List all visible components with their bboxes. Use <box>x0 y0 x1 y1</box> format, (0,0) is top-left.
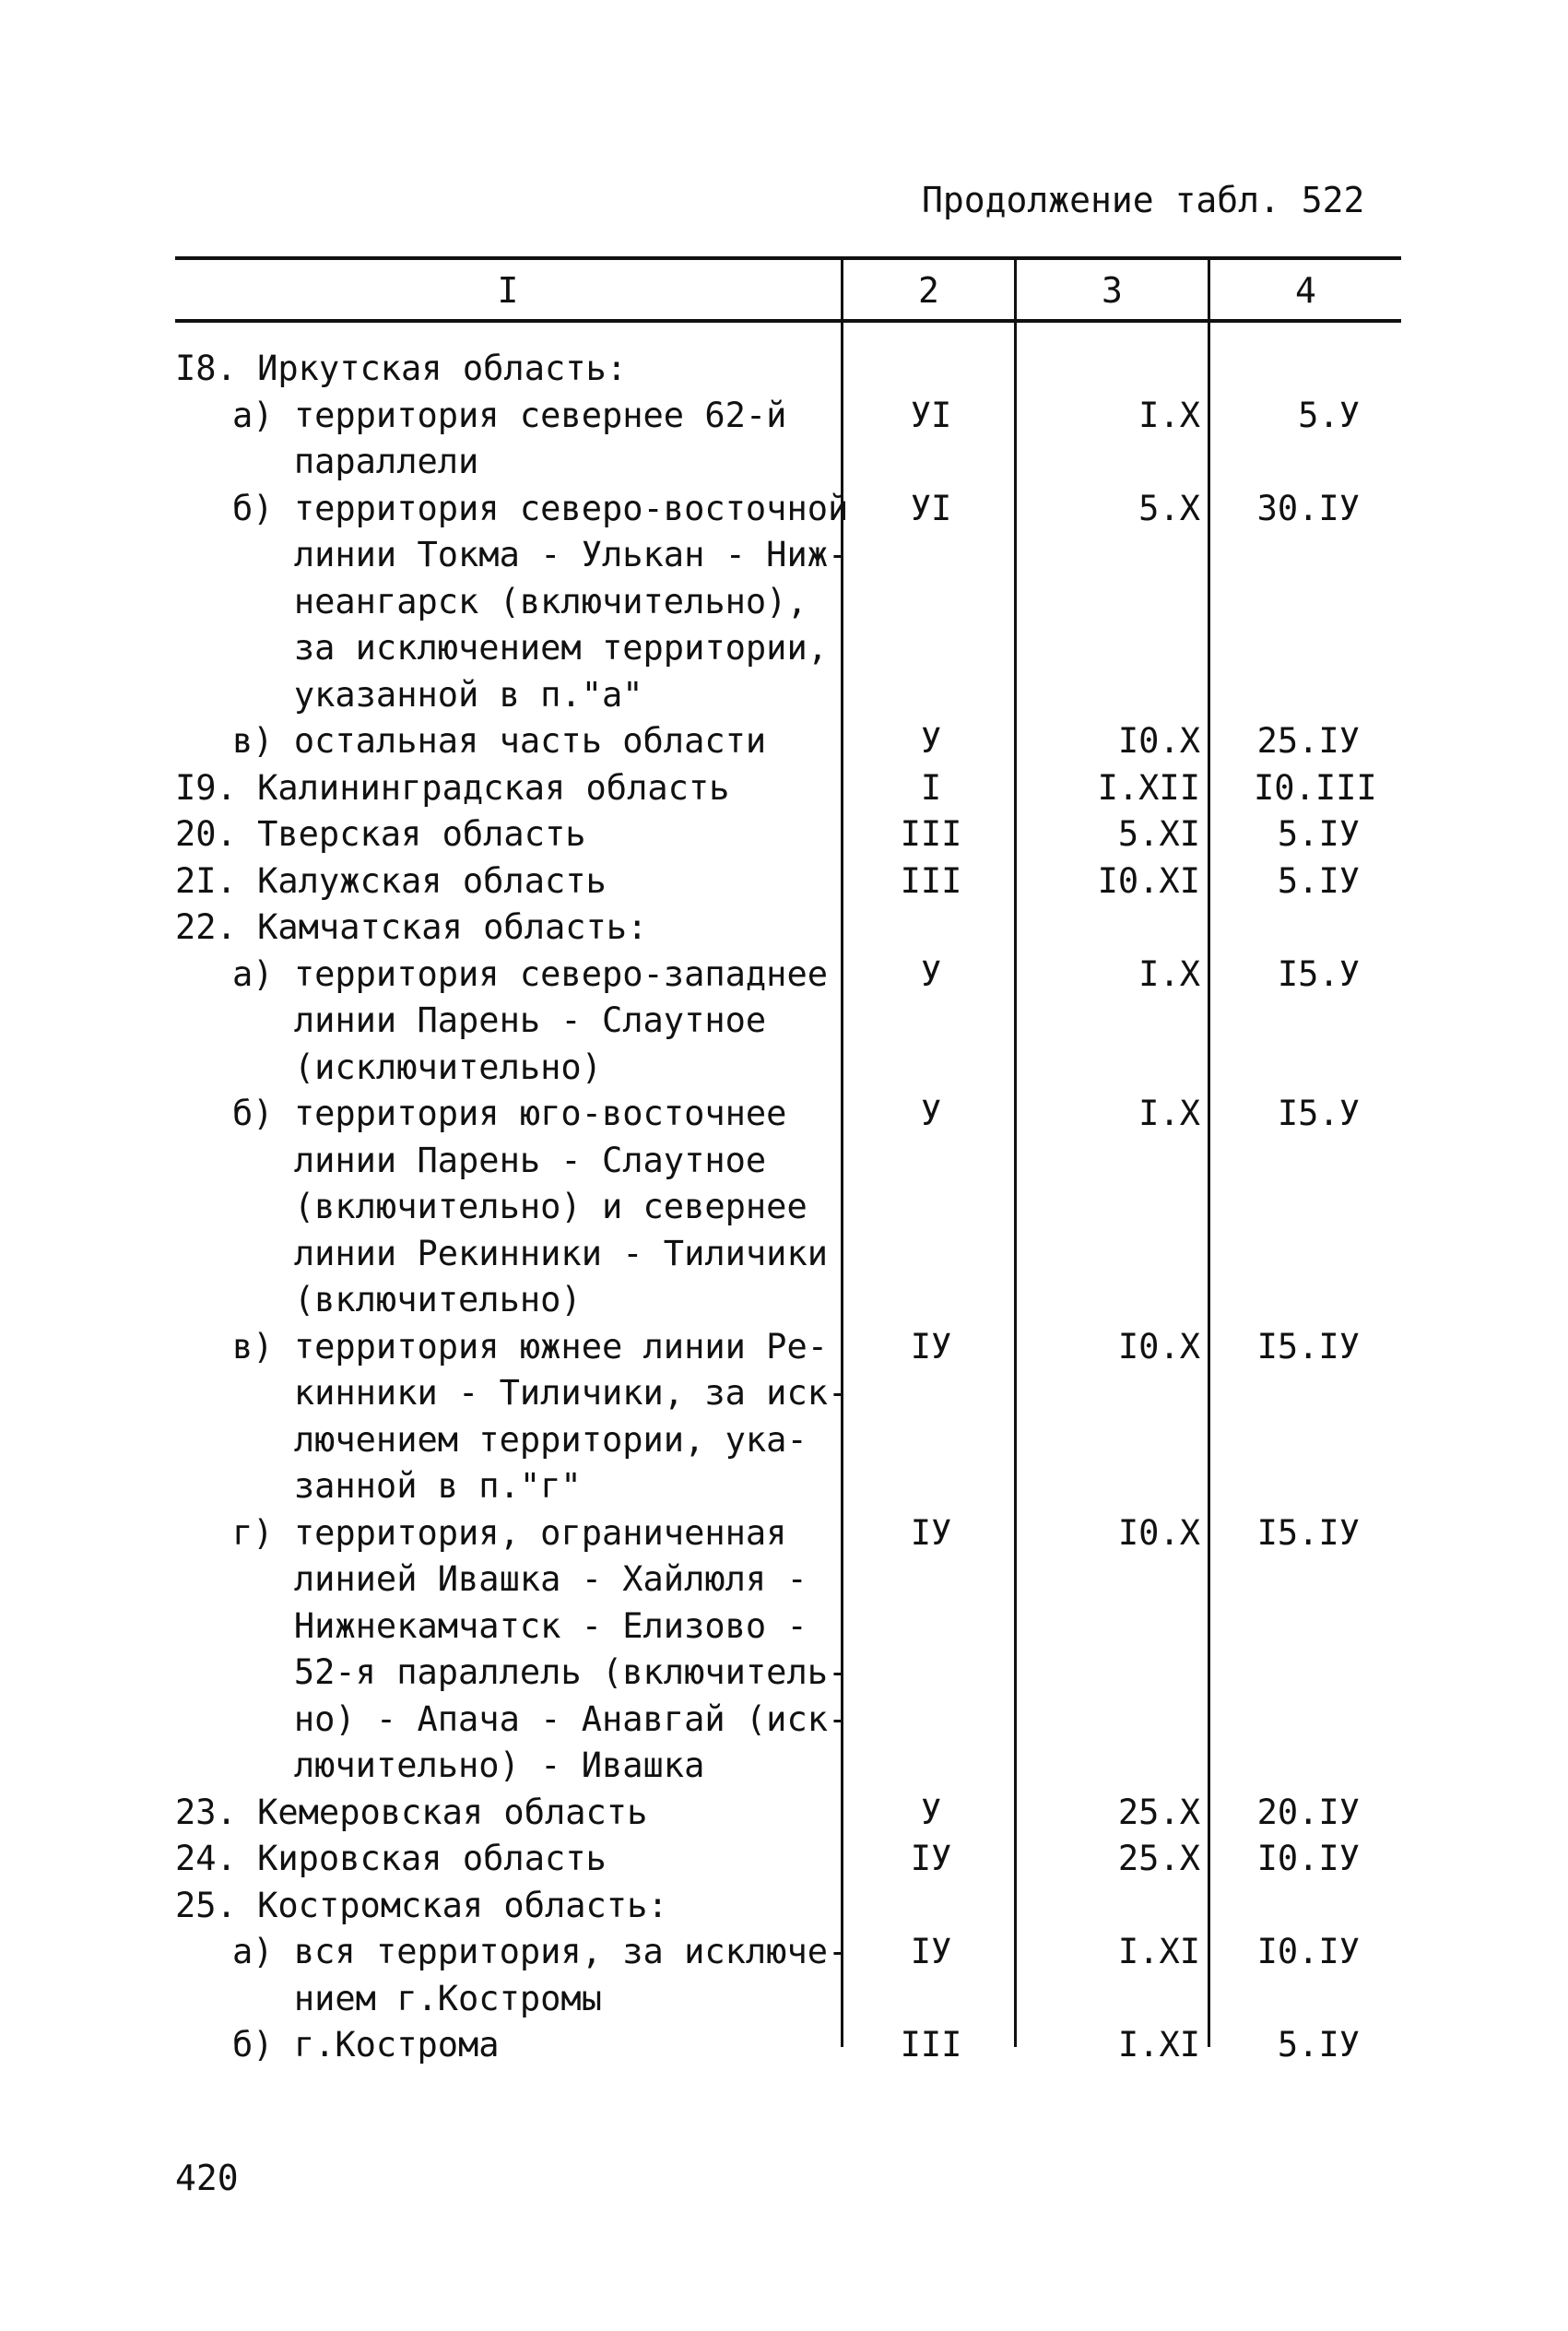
table-top-rule <box>175 256 1401 260</box>
value-cell-c4: I0.III <box>1254 767 1377 808</box>
table-row <box>0 811 1568 858</box>
region-name-line: кинники - Тиличики, за иск- <box>232 1373 849 1413</box>
region-name-line: нием г.Костромы <box>232 1978 602 2018</box>
region-name-line: за исключением территории, <box>232 628 829 668</box>
table-row <box>0 1091 1568 1324</box>
region-name-line: параллели <box>232 442 479 481</box>
value-cell-c2: IУ <box>910 1932 952 1971</box>
region-name-cell <box>0 811 839 858</box>
region-name-line: в) территория южнее линии Ре- <box>232 1326 829 1367</box>
region-name-line: а) территория северо-западнее <box>232 953 829 994</box>
value-cell-c2: III <box>900 860 962 901</box>
value-cell-c4: 20.IУ <box>1256 1792 1360 1832</box>
value-cell-c3: 25.X <box>1117 1792 1200 1832</box>
region-name-line: Нижнекамчатск - Елизово - <box>232 1605 808 1646</box>
region-name-line: 24. Кировская область <box>175 1839 607 1878</box>
region-name-cell <box>0 858 839 905</box>
table-body <box>0 346 1568 2069</box>
region-name-line: I9. Калининградская область <box>175 767 730 808</box>
value-cell-c2: УI <box>910 488 952 528</box>
table-header-row <box>0 263 1568 318</box>
region-name-line: 52-я параллель (включитель- <box>232 1652 849 1692</box>
region-name-cell <box>0 346 839 393</box>
value-cell-c4: 25.IУ <box>1256 721 1360 761</box>
value-cell-c4: I5.У <box>1277 953 1360 994</box>
table-row <box>0 718 1568 765</box>
value-cell-c3: I0.X <box>1117 721 1200 761</box>
region-name-cell <box>0 765 839 812</box>
header-col-1: I <box>497 270 519 311</box>
region-name-cell <box>0 1510 849 1790</box>
table-caption: Продолжение табл. 522 <box>922 180 1365 220</box>
region-name-line: а) территория севернее 62-й <box>232 395 787 435</box>
value-cell-c3: I0.X <box>1117 1326 1200 1367</box>
region-name-cell <box>0 1790 839 1837</box>
region-name-line: 23. Кемеровская область <box>175 1792 648 1832</box>
region-name-line: 22. Камчатская область: <box>175 907 648 947</box>
value-cell-c2: IУ <box>910 1839 952 1878</box>
table-row <box>0 1510 1568 1790</box>
value-cell-c4: I5.У <box>1277 1094 1360 1133</box>
value-cell-c4: I5.IУ <box>1256 1512 1360 1553</box>
region-name-line: указанной в п."а" <box>232 674 643 715</box>
region-name-cell <box>0 952 839 1092</box>
value-cell-c3: 25.X <box>1117 1839 1200 1878</box>
region-name-line: 2I. Калужская область <box>175 860 607 901</box>
value-cell-c3: I.X <box>1138 1094 1200 1133</box>
value-cell-c4: 5.IУ <box>1277 860 1360 901</box>
value-cell-c3: I.X <box>1138 395 1200 435</box>
value-cell-c2: У <box>920 1094 942 1133</box>
region-name-line: а) вся территория, за исключе- <box>232 1932 849 1971</box>
value-cell-c4: 5.IУ <box>1277 2025 1360 2065</box>
value-cell-c2: I <box>920 767 942 808</box>
region-name-line: б) территория северо-восточной <box>232 488 849 528</box>
table-row <box>0 952 1568 1092</box>
header-col-2: 2 <box>918 270 939 311</box>
region-name-line: (включительно) <box>232 1280 582 1319</box>
value-cell-c3: 5.XI <box>1117 814 1200 854</box>
region-name-cell <box>0 1324 849 1510</box>
value-cell-c3: I.XI <box>1117 2025 1200 2065</box>
region-name-cell <box>0 1091 839 1324</box>
region-name-cell <box>0 718 839 765</box>
value-cell-c2: У <box>920 1792 942 1832</box>
table-row <box>0 346 1568 393</box>
value-cell-c2: IУ <box>910 1326 952 1367</box>
table-row <box>0 1883 1568 1930</box>
region-name-cell <box>0 1929 849 2022</box>
region-name-line: линии Парень - Слаутное <box>232 1140 767 1180</box>
value-cell-c3: I.X <box>1138 953 1200 994</box>
region-name-cell <box>0 486 849 719</box>
value-cell-c2: III <box>900 814 962 854</box>
region-name-line: I8. Иркутская область: <box>175 349 628 388</box>
table-row <box>0 2022 1568 2069</box>
value-cell-c2: III <box>900 2025 962 2065</box>
page-number: 420 <box>175 2158 239 2198</box>
region-name-line: линии Парень - Слаутное <box>232 1000 767 1040</box>
region-name-line: но) - Апача - Анавгай (иск- <box>232 1698 849 1739</box>
region-name-cell <box>0 905 839 952</box>
region-name-line: лючением территории, ука- <box>232 1419 808 1460</box>
value-cell-c2: У <box>920 721 942 761</box>
value-cell-c3: I0.X <box>1117 1512 1200 1553</box>
region-name-line: занной в п."г" <box>232 1466 582 1506</box>
region-name-line: линии Рекинники - Тиличики <box>232 1233 829 1273</box>
table-row <box>0 765 1568 812</box>
table-row <box>0 858 1568 905</box>
value-cell-c4: 30.IУ <box>1256 488 1360 528</box>
region-name-line: б) г.Кострома <box>232 2025 500 2065</box>
table-row <box>0 1790 1568 1837</box>
region-name-line: (исключительно) <box>232 1047 602 1087</box>
region-name-line: г) территория, ограниченная <box>232 1512 787 1553</box>
value-cell-c2: У <box>920 953 942 994</box>
table-row <box>0 393 1568 486</box>
value-cell-c3: I.XI <box>1117 1932 1200 1971</box>
region-name-line: в) остальная часть области <box>232 721 767 761</box>
region-name-cell <box>0 393 839 486</box>
region-name-cell <box>0 2022 839 2069</box>
value-cell-c4: 5.У <box>1298 395 1360 435</box>
header-col-3: 3 <box>1102 270 1123 311</box>
table-row <box>0 1929 1568 2022</box>
value-cell-c3: 5.X <box>1138 488 1200 528</box>
region-name-line: линией Ивашка - Хайлюля - <box>232 1559 808 1599</box>
value-cell-c3: I0.XI <box>1097 860 1200 901</box>
region-name-line: 25. Костромская область: <box>175 1885 668 1925</box>
region-name-cell <box>0 1836 839 1883</box>
value-cell-c2: УI <box>910 395 952 435</box>
region-name-line: неангарск (включительно), <box>232 581 808 621</box>
value-cell-c4: I0.IУ <box>1256 1932 1360 1971</box>
header-col-4: 4 <box>1295 270 1316 311</box>
region-name-line: б) территория юго-восточнее <box>232 1094 787 1133</box>
region-name-cell <box>0 1883 839 1930</box>
table-header-rule <box>175 319 1401 323</box>
value-cell-c2: IУ <box>910 1512 952 1553</box>
table-row <box>0 1324 1568 1510</box>
region-name-line: 20. Тверская область <box>175 814 586 854</box>
value-cell-c4: I0.IУ <box>1256 1839 1360 1878</box>
value-cell-c3: I.XII <box>1097 767 1200 808</box>
table-row <box>0 905 1568 952</box>
table-row <box>0 1836 1568 1883</box>
region-name-line: лючительно) - Ивашка <box>232 1745 705 1785</box>
region-name-line: (включительно) и севернее <box>232 1187 808 1226</box>
table-row <box>0 486 1568 719</box>
region-name-line: линии Токма - Улькан - Ниж- <box>232 535 849 574</box>
value-cell-c4: I5.IУ <box>1256 1326 1360 1367</box>
value-cell-c4: 5.IУ <box>1277 814 1360 854</box>
